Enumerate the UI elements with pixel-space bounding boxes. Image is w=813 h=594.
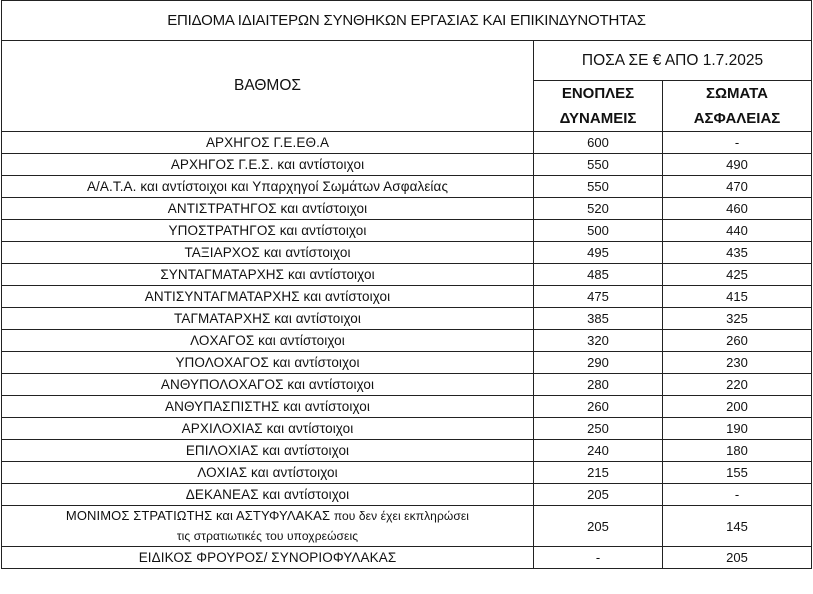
armed-forces-amount: 320 [534,330,663,352]
security-corps-amount: - [663,132,812,154]
armed-forces-amount: 475 [534,286,663,308]
armed-forces-amount: 205 [534,506,663,547]
armed-forces-amount: 250 [534,418,663,440]
table-row [2,418,812,440]
security-corps-amount: 490 [663,154,812,176]
armed-forces-amount: 215 [534,462,663,484]
rank-cell: ΕΠΙΛΟΧΙΑΣ και αντίστοιχοι [2,440,534,462]
armed-forces-amount: 280 [534,374,663,396]
security-corps-header-line1: ΣΩΜΑΤΑ [706,85,768,102]
table-row [2,547,812,569]
table-row [2,352,812,374]
armed-forces-column-header [534,81,663,132]
amounts-header: ΠΟΣΑ ΣΕ € ΑΠΟ 1.7.2025 [534,41,812,81]
table-row [2,484,812,506]
rank-line2: τις στρατιωτικές του υποχρεώσεις [176,529,359,543]
rank-cell: ΑΝΤΙΣΥΝΤΑΓΜΑΤΑΡΧΗΣ και αντίστοιχοι [2,286,534,308]
security-corps-amount: 230 [663,352,812,374]
rank-cell: ΛΟΧΙΑΣ και αντίστοιχοι [2,462,534,484]
table-row [2,440,812,462]
security-corps-amount: 200 [663,396,812,418]
armed-forces-amount: 495 [534,242,663,264]
table-row [2,242,812,264]
security-corps-amount: - [663,484,812,506]
table-row [2,308,812,330]
rank-cell: ΕΙΔΙΚΟΣ ΦΡΟΥΡΟΣ/ ΣΥΝΟΡΙΟΦΥΛΑΚΑΣ [2,547,534,569]
security-corps-amount: 460 [663,198,812,220]
armed-forces-amount: 260 [534,396,663,418]
table-body [2,132,812,569]
table-row [2,176,812,198]
armed-forces-amount: 290 [534,352,663,374]
rank-cell [2,506,534,547]
table-row [2,506,812,547]
rank-cell: ΔΕΚΑΝΕΑΣ και αντίστοιχοι [2,484,534,506]
security-corps-amount: 325 [663,308,812,330]
security-corps-header-line2: ΑΣΦΑΛΕΙΑΣ [693,110,781,127]
security-corps-amount: 155 [663,462,812,484]
armed-forces-amount: - [534,547,663,569]
allowance-table [1,0,812,569]
armed-forces-amount: 485 [534,264,663,286]
rank-cell: ΑΡΧΗΓΟΣ Γ.Ε.ΕΘ.Α [2,132,534,154]
rank-cell: ΤΑΞΙΑΡΧΟΣ και αντίστοιχοι [2,242,534,264]
rank-cell: ΣΥΝΤΑΓΜΑΤΑΡΧΗΣ και αντίστοιχοι [2,264,534,286]
armed-forces-amount: 240 [534,440,663,462]
table-row [2,198,812,220]
rank-column-header: ΒΑΘΜΟΣ [2,41,534,132]
armed-forces-header-line2: ΔΥΝΑΜΕΙΣ [559,110,637,127]
table-row [2,264,812,286]
rank-cell: ΑΡΧΙΛΟΧΙΑΣ και αντίστοιχοι [2,418,534,440]
rank-cell: ΤΑΓΜΑΤΑΡΧΗΣ και αντίστοιχοι [2,308,534,330]
rank-line1: ΜΟΝΙΜΟΣ ΣΤΡΑΤΙΩΤΗΣ και ΑΣΤΥΦΥΛΑΚΑΣ [65,508,331,523]
armed-forces-amount: 600 [534,132,663,154]
security-corps-amount: 435 [663,242,812,264]
armed-forces-amount: 550 [534,176,663,198]
rank-cell: ΑΝΘΥΠΟΛΟΧΑΓΟΣ και αντίστοιχοι [2,374,534,396]
rank-cell: ΑΡΧΗΓΟΣ Γ.Ε.Σ. και αντίστοιχοι [2,154,534,176]
table-row [2,220,812,242]
security-corps-column-header [663,81,812,132]
security-corps-amount: 190 [663,418,812,440]
table-row [2,396,812,418]
rank-cell: ΛΟΧΑΓΟΣ και αντίστοιχοι [2,330,534,352]
armed-forces-amount: 385 [534,308,663,330]
table-row [2,374,812,396]
armed-forces-amount: 500 [534,220,663,242]
security-corps-amount: 145 [663,506,812,547]
security-corps-amount: 470 [663,176,812,198]
table-row [2,330,812,352]
table-row [2,132,812,154]
security-corps-amount: 205 [663,547,812,569]
armed-forces-header-line1: ΕΝΟΠΛΕΣ [561,85,635,102]
armed-forces-amount: 205 [534,484,663,506]
rank-cell: Α/Α.Τ.Α. και αντίστοιχοι και Υπαρχηγοί Σωμάτων Ασφαλείας [2,176,534,198]
rank-cell: ΥΠΟΣΤΡΑΤΗΓΟΣ και αντίστοιχοι [2,220,534,242]
rank-cell: ΑΝΘΥΠΑΣΠΙΣΤΗΣ και αντίστοιχοι [2,396,534,418]
table-row [2,286,812,308]
security-corps-amount: 415 [663,286,812,308]
rank-cell: ΑΝΤΙΣΤΡΑΤΗΓΟΣ και αντίστοιχοι [2,198,534,220]
security-corps-amount: 425 [663,264,812,286]
armed-forces-amount: 550 [534,154,663,176]
table-row [2,462,812,484]
security-corps-amount: 260 [663,330,812,352]
rank-line1-tail: που δεν έχει εκπληρώσει [333,509,470,523]
armed-forces-amount: 520 [534,198,663,220]
security-corps-amount: 180 [663,440,812,462]
table-title: ΕΠΙΔΟΜΑ ΙΔΙΑΙΤΕΡΩΝ ΣΥΝΘΗΚΩΝ ΕΡΓΑΣΙΑΣ ΚΑΙ ΕΠΙΚΙΝΔΥΝΟΤΗΤΑΣ [2,1,812,41]
security-corps-amount: 220 [663,374,812,396]
security-corps-amount: 440 [663,220,812,242]
table-row [2,154,812,176]
rank-cell: ΥΠΟΛΟΧΑΓΟΣ και αντίστοιχοι [2,352,534,374]
